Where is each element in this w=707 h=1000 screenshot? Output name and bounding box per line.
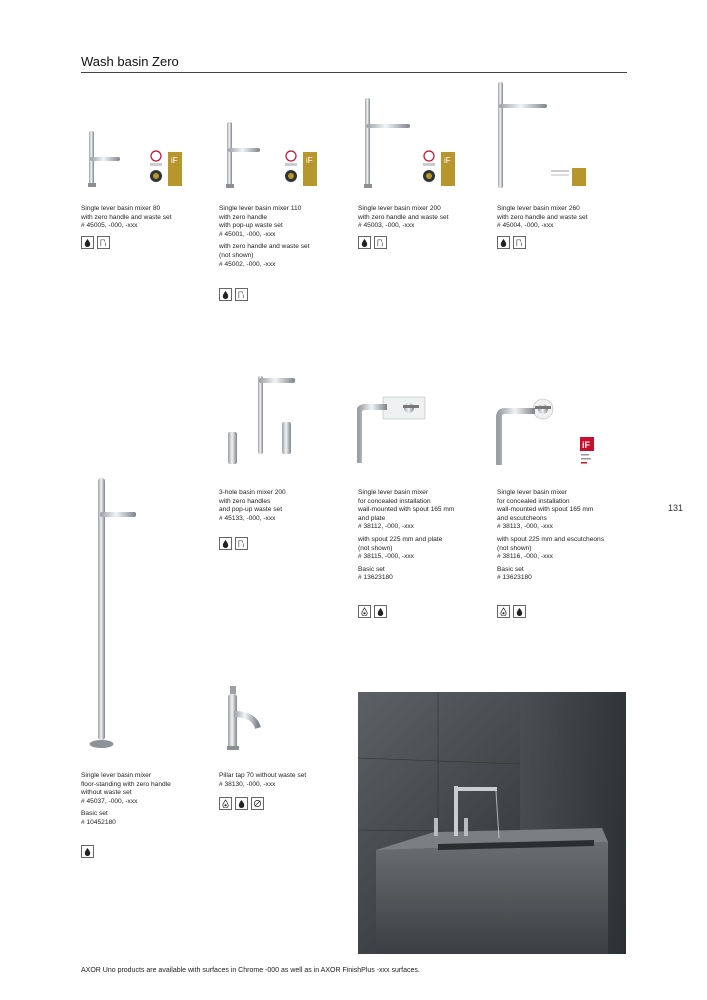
svg-text:iF: iF bbox=[444, 156, 451, 165]
design-award-icon bbox=[421, 168, 437, 186]
product-image-45003 bbox=[356, 96, 416, 190]
product-45001-icons bbox=[219, 288, 248, 301]
product-45005-icons bbox=[81, 236, 110, 249]
product-image-45004 bbox=[494, 80, 554, 190]
product-45037-text: Single lever basin mixer floor-standing with zero handle without waste set # 45037, -000, -xxx Basic set # 10452180 bbox=[81, 772, 171, 826]
basin-height-icon bbox=[97, 236, 110, 249]
product-38113-text: Single lever basin mixer for concealed installation wall-mounted with spout 165 mm and escutcheons # 38113, -000, -xxx with spout 225 mm and escutcheons (not shown) # 38116, -000, -xxx Basic set # 13623180 bbox=[497, 489, 605, 582]
eco-flow-icon bbox=[497, 605, 510, 618]
product-45004-icons bbox=[497, 236, 526, 249]
if-award-icon bbox=[168, 152, 182, 168]
water-drop-icon bbox=[497, 236, 510, 249]
reddot-award-icon bbox=[550, 168, 570, 186]
product-45133-icons bbox=[219, 537, 248, 550]
product-image-38130 bbox=[222, 684, 270, 752]
german-design-award-icon bbox=[441, 168, 455, 186]
page-number: 131 bbox=[668, 503, 684, 513]
product-image-45005 bbox=[80, 125, 130, 190]
svg-text:iF: iF bbox=[306, 156, 313, 165]
product-45003-text: Single lever basin mixer 200 with zero handle and waste set # 45003, -000, -xxx bbox=[358, 205, 449, 230]
product-image-38112 bbox=[357, 393, 437, 467]
water-drop-icon bbox=[374, 605, 387, 618]
german-design-award-icon bbox=[168, 168, 182, 186]
eco-flow-icon bbox=[219, 797, 232, 810]
basin-height-icon bbox=[235, 288, 248, 301]
product-38130-icons bbox=[219, 797, 264, 810]
german-design-award-icon bbox=[572, 168, 586, 186]
product-image-45133 bbox=[222, 372, 302, 468]
reddot-award-icon bbox=[148, 150, 164, 168]
product-image-45037 bbox=[86, 476, 142, 756]
product-45037-icons bbox=[81, 845, 94, 858]
page-title: Wash basin Zero bbox=[81, 54, 179, 69]
product-image-38113 bbox=[495, 393, 575, 467]
design-award-icon bbox=[283, 168, 299, 186]
product-image-45001 bbox=[218, 118, 268, 190]
design-award-icon bbox=[148, 168, 164, 186]
no-splash-icon bbox=[251, 797, 264, 810]
title-rule bbox=[81, 72, 627, 73]
product-45003-icons bbox=[358, 236, 387, 249]
eco-flow-icon bbox=[358, 605, 371, 618]
german-design-award-icon bbox=[303, 168, 317, 186]
product-45133-text: 3-hole basin mixer 200 with zero handles and pop-up waste set # 45133, -000, -xxx bbox=[219, 489, 286, 522]
product-38112-icons bbox=[358, 605, 387, 618]
if-award-icon bbox=[303, 152, 317, 168]
reddot-award-icon bbox=[283, 150, 299, 168]
if-award-icon bbox=[580, 437, 594, 467]
reddot-award-icon bbox=[421, 150, 437, 168]
basin-height-icon bbox=[374, 236, 387, 249]
water-drop-icon bbox=[219, 537, 232, 550]
svg-text:iF: iF bbox=[582, 440, 590, 450]
water-drop-icon bbox=[81, 236, 94, 249]
product-38130-text: Pillar tap 70 without waste set # 38130, -000, -xxx bbox=[219, 772, 307, 788]
basin-height-icon bbox=[235, 537, 248, 550]
product-38112-text: Single lever basin mixer for concealed installation wall-mounted with spout 165 mm and plate # 38112, -000, -xxx with spout 225 mm and plate (not shown) # 38115, -000, -xxx Basic set # 13623180 bbox=[358, 489, 455, 582]
if-award-icon bbox=[441, 152, 455, 168]
product-38113-icons bbox=[497, 605, 526, 618]
product-45001-text: Single lever basin mixer 110 with zero handle with pop-up waste set # 45001, -000, -xxx with zero handle and waste set (not shown) # 45002, -000, -xxx bbox=[219, 205, 310, 268]
svg-text:iF: iF bbox=[171, 156, 178, 165]
bathroom-photo bbox=[358, 692, 626, 954]
footer-note: AXOR Uno products are available with surfaces in Chrome -000 as well as in AXOR FinishPlus -xxx surfaces. bbox=[81, 967, 420, 974]
water-drop-icon bbox=[219, 288, 232, 301]
product-45004-text: Single lever basin mixer 260 with zero handle and waste set # 45004, -000, -xxx bbox=[497, 205, 588, 230]
water-drop-icon bbox=[81, 845, 94, 858]
water-drop-icon bbox=[235, 797, 248, 810]
water-drop-icon bbox=[513, 605, 526, 618]
basin-height-icon bbox=[513, 236, 526, 249]
water-drop-icon bbox=[358, 236, 371, 249]
product-45005-text: Single lever basin mixer 80 with zero handle and waste set # 45005, -000, -xxx bbox=[81, 205, 172, 230]
